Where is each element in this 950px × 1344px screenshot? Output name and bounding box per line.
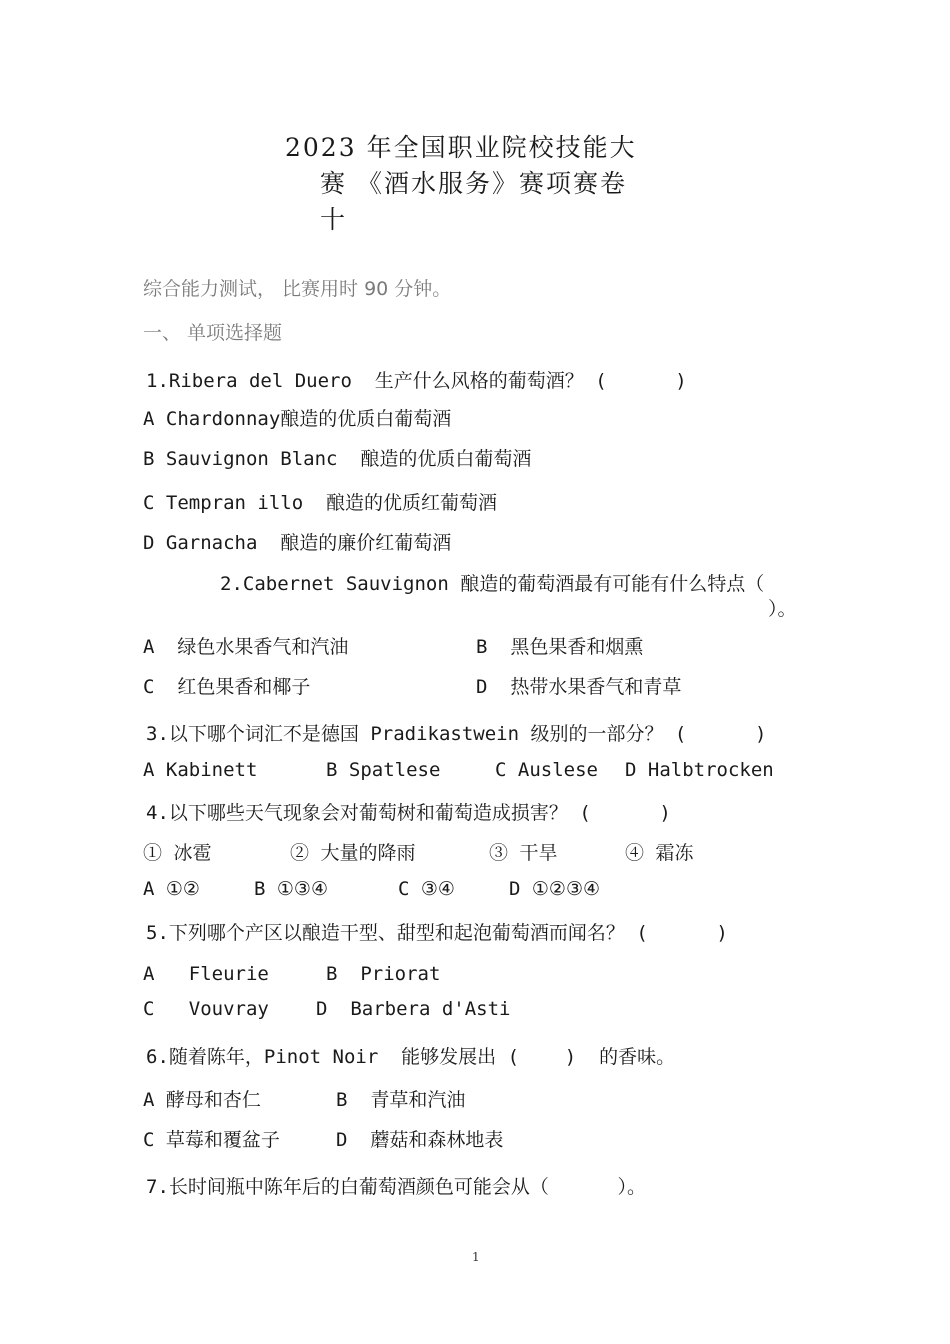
question-6-stem: 6.随着陈年，Pinot Noir 能够发展出 ( ) 的香味。 [146,1046,676,1068]
title-line-3: 十 [320,205,348,234]
question-4-item-4: ④ 霜冻 [625,842,694,864]
question-2-stem-continued: ）。 [768,598,797,620]
title-line-1: 2023 年全国职业院校技能大 [285,133,637,162]
question-5-option-d: D Barbera d'Asti [316,998,511,1020]
question-6-option-a: A 酵母和杏仁 [143,1089,261,1111]
question-2-stem: 2.Cabernet Sauvignon 酿造的葡萄酒最有可能有什么特点（ [220,573,765,595]
question-4-option-a: A ①② [143,878,200,900]
question-3-option-b: B Spatlese [326,759,441,781]
question-1-option-c: C Tempran illo 酿造的优质红葡萄酒 [143,492,498,514]
question-1-option-a: A Chardonnay酿造的优质白葡萄酒 [143,408,452,430]
section-heading: 一、 单项选择题 [143,322,283,344]
question-3-option-c: C Auslese [495,759,598,781]
question-2-option-a: A 绿色水果香气和汽油 [143,636,349,658]
question-5-option-b: B Priorat [326,963,441,985]
question-5-option-c: C Vouvray [143,998,269,1020]
question-4-option-d: D ①②③④ [509,878,601,900]
question-7-stem: 7.长时间瓶中陈年后的白葡萄酒颜色可能会从（ ）。 [146,1176,647,1198]
question-5-option-a: A Fleurie [143,963,269,985]
question-4-option-c: C ③④ [398,878,455,900]
page-number: 1 [472,1250,480,1264]
question-6-option-d: D 蘑菇和森林地表 [336,1129,504,1151]
question-4-item-2: ② 大量的降雨 [290,842,416,864]
question-3-stem: 3.以下哪个词汇不是德国 Pradikastwein 级别的一部分？ ( ) [146,723,767,745]
question-6-option-c: C 草莓和覆盆子 [143,1129,280,1151]
intro-text: 综合能力测试， 比赛用时 90 分钟。 [143,278,452,300]
question-4-item-3: ③ 干旱 [489,842,558,864]
question-1-option-b: B Sauvignon Blanc 酿造的优质白葡萄酒 [143,448,532,470]
question-3-option-d: D Halbtrocken [625,759,774,781]
question-2-option-c: C 红色果香和椰子 [143,676,311,698]
question-4-stem: 4.以下哪些天气现象会对葡萄树和葡萄造成损害？ ( ) [146,802,671,824]
question-1-stem: 1.Ribera del Duero 生产什么风格的葡萄酒？ ( ) [146,370,687,392]
question-5-stem: 5.下列哪个产区以酿造干型、甜型和起泡葡萄酒而闻名？ ( ) [146,922,728,944]
question-4-item-1: ① 冰雹 [143,842,212,864]
question-1-option-d: D Garnacha 酿造的廉价红葡萄酒 [143,532,452,554]
title-line-2: 赛 《酒水服务》赛项赛卷 [320,169,627,198]
question-6-option-b: B 青草和汽油 [336,1089,466,1111]
question-2-option-b: B 黑色果香和烟熏 [476,636,644,658]
question-2-option-d: D 热带水果香气和青草 [476,676,682,698]
question-4-option-b: B ①③④ [254,878,328,900]
question-3-option-a: A Kabinett [143,759,258,781]
